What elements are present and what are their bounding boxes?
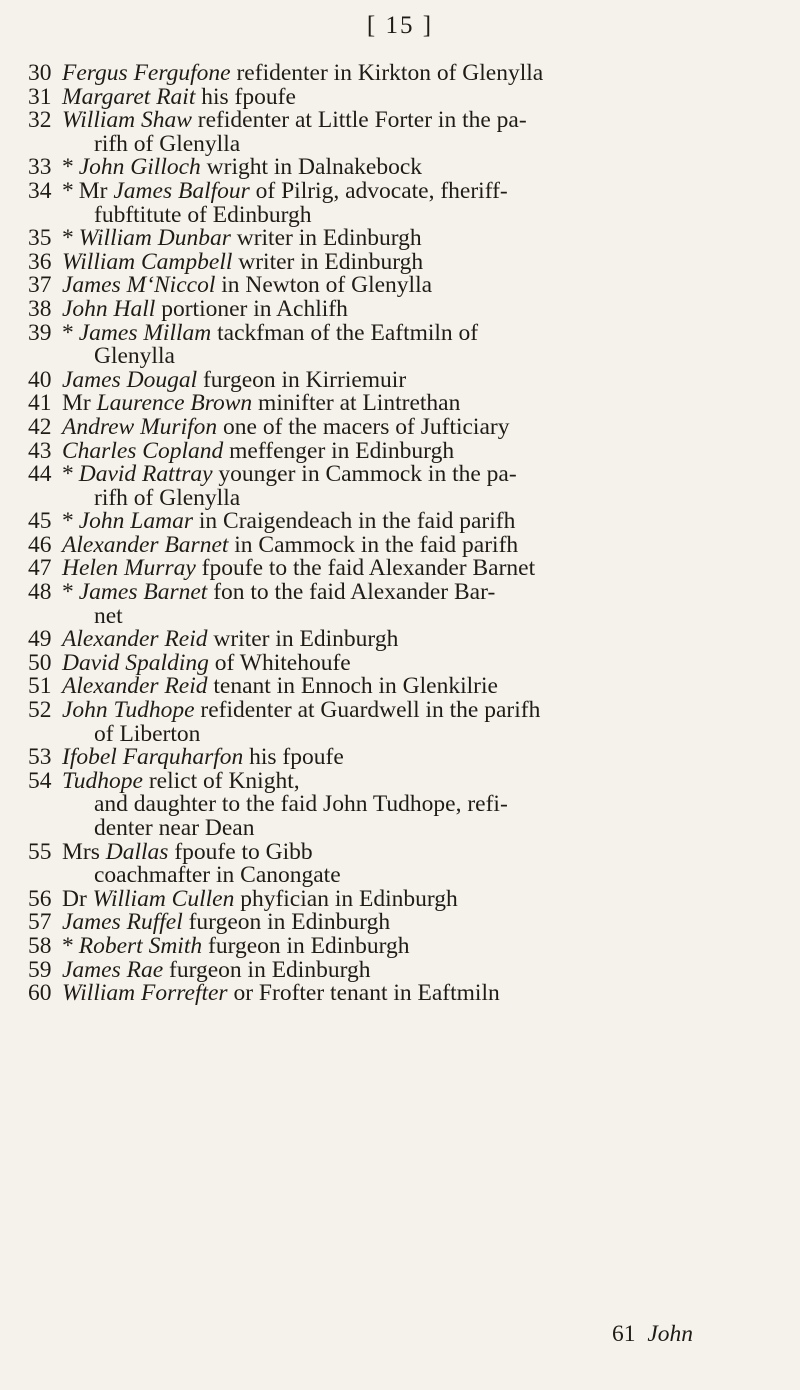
entry-continuation: of Liberton — [94, 720, 201, 747]
entry-first-line — [62, 109, 768, 133]
entry-name: Charles Copland — [62, 437, 224, 464]
entry-first-line — [62, 274, 768, 298]
entry-item — [28, 649, 768, 676]
entry-description: in Newton of Glenylla — [215, 272, 433, 299]
entry-item — [28, 581, 768, 628]
entry-first-line — [62, 319, 768, 346]
entry-description: minifter at Lintrethan — [252, 390, 461, 417]
entry-number: 57 — [28, 909, 52, 936]
entry-first-line — [62, 177, 768, 204]
entry-description: in Cammock in the faid parifh — [228, 531, 519, 558]
entry-continuation: net — [94, 602, 123, 629]
entry-number: 53 — [28, 744, 52, 771]
entry-first-line — [62, 838, 768, 865]
entry-first-line — [62, 227, 768, 251]
entry-description: furgeon in Edinburgh — [163, 956, 371, 983]
entry-description: tenant in Ennoch in Glenkilrie — [207, 673, 498, 700]
entry-first-line — [62, 156, 768, 180]
entry-item — [28, 109, 768, 156]
entry-first-line — [62, 982, 768, 1006]
entry-name: James M‘Niccol — [62, 272, 216, 299]
entry-first-line — [62, 366, 768, 393]
entry-number: 31 — [28, 83, 52, 110]
entry-item — [28, 177, 768, 228]
entry-name: James Barnet — [78, 579, 208, 606]
entry-number: 54 — [28, 767, 52, 794]
entry-description: refidenter at Guardwell in the parifh — [194, 697, 541, 724]
entry-name: John Tudhope — [62, 697, 195, 724]
entry-description: refidenter at Little Forter in the pa- — [191, 107, 527, 134]
entry-first-line — [62, 510, 768, 534]
entry-number: 41 — [28, 390, 52, 417]
entry-number: 48 — [28, 579, 52, 606]
entry-name: William Dunbar — [78, 225, 231, 252]
entry-first-line — [62, 83, 768, 110]
entry-name: John Hall — [62, 295, 156, 322]
entry-first-line — [62, 649, 768, 676]
entry-description: of Whitehoufe — [208, 649, 351, 676]
entry-description: or Frofter tenant in Eaftmiln — [227, 980, 500, 1007]
entry-name: David Spalding — [62, 649, 209, 676]
entry-number: 45 — [28, 508, 52, 535]
entry-number: 38 — [28, 295, 52, 322]
entry-description: fpoufe to Gibb — [168, 838, 313, 865]
entry-item — [28, 248, 768, 275]
catchword — [612, 1321, 693, 1348]
entry-number: 34 — [28, 177, 52, 204]
entry-description: writer in Edinburgh — [230, 225, 422, 252]
entry-description: tackfman of the Eaftmiln of — [211, 319, 479, 346]
entry-name: Andrew Murifon — [62, 413, 218, 440]
entry-description: refidenter in Kirkton of Glenylla — [230, 60, 544, 86]
entry-first-line — [62, 699, 768, 723]
entry-item — [28, 227, 768, 251]
entry-asterisk: * — [62, 154, 74, 181]
entry-number: 30 — [28, 60, 52, 86]
entry-name: William Campbell — [62, 248, 233, 275]
entry-name: William Shaw — [62, 107, 192, 134]
entry-name: Tudhope — [62, 767, 143, 794]
entry-number: 56 — [28, 885, 52, 912]
entry-item — [28, 392, 768, 416]
entry-first-line — [62, 767, 768, 794]
entry-name: Fergus Fergufone — [62, 60, 231, 86]
entry-item — [28, 767, 768, 841]
entry-description: phyfician in Edinburgh — [234, 885, 458, 912]
entry-continuation: rifh of Glenylla — [94, 130, 241, 157]
entry-name: James Ruffel — [62, 909, 183, 936]
entry-asterisk: * — [62, 932, 74, 959]
entry-number: 52 — [28, 697, 52, 724]
entry-item — [28, 699, 768, 746]
entry-item — [28, 982, 768, 1006]
entry-number: 42 — [28, 413, 52, 440]
entry-continuation: denter near Dean — [94, 815, 255, 841]
entry-first-line — [62, 885, 768, 912]
entry-asterisk: * — [62, 177, 74, 204]
entry-item — [28, 62, 768, 86]
entry-item — [28, 366, 768, 393]
entry-item — [28, 274, 768, 298]
entry-asterisk: * — [62, 319, 74, 346]
entry-description: portioner in Achlifh — [155, 295, 348, 322]
entry-first-line — [62, 746, 768, 770]
entry-number: 58 — [28, 932, 52, 959]
catchword-number: 61 — [612, 1321, 636, 1347]
entry-first-line — [62, 675, 768, 699]
entry-first-line — [62, 956, 768, 983]
entry-number: 46 — [28, 531, 52, 558]
entry-number: 49 — [28, 626, 52, 653]
entry-first-line — [62, 413, 768, 440]
entry-item — [28, 932, 768, 959]
entry-item — [28, 911, 768, 935]
entry-first-line — [62, 392, 768, 416]
entry-description: furgeon in Edinburgh — [182, 909, 391, 936]
entry-first-line — [62, 62, 768, 86]
catchword-name: John — [647, 1321, 694, 1347]
entry-list — [28, 62, 768, 1006]
entry-title-prefix: Dr — [62, 885, 93, 912]
entry-number: 40 — [28, 366, 52, 393]
entry-name: Ifobel Farquharfon — [62, 744, 244, 771]
entry-name: William Forrefter — [62, 980, 228, 1007]
entry-name: James Millam — [78, 319, 212, 346]
entry-description: writer in Edinburgh — [232, 248, 424, 275]
entry-number: 60 — [28, 980, 52, 1007]
entry-name: James Balfour — [113, 177, 250, 204]
entry-number: 32 — [28, 107, 52, 134]
entry-item — [28, 463, 768, 510]
entry-item — [28, 413, 768, 440]
entry-name: John Lamar — [78, 508, 193, 535]
page-header: [ 15 ] — [366, 12, 434, 39]
entry-name: Alexander Reid — [62, 673, 208, 700]
entry-item — [28, 557, 768, 581]
entry-item — [28, 838, 768, 889]
entry-item — [28, 83, 768, 110]
entry-item — [28, 295, 768, 322]
entry-asterisk: * — [62, 461, 74, 488]
entry-description: relict of Knight, — [142, 767, 300, 794]
entry-item — [28, 956, 768, 983]
entry-description: wright in Dalnakebock — [200, 154, 423, 181]
entry-name: Robert Smith — [78, 932, 203, 959]
entry-continuation: rifh of Glenylla — [94, 484, 241, 511]
entry-name: Helen Murray — [62, 555, 196, 582]
entry-first-line — [62, 437, 768, 464]
entry-title-prefix: Mrs — [62, 838, 106, 865]
entry-number: 47 — [28, 555, 52, 582]
entry-number: 59 — [28, 956, 52, 983]
entry-continuation: coachmafter in Canongate — [94, 862, 341, 889]
entry-name: Alexander Reid — [62, 626, 208, 653]
entry-name: James Dougal — [62, 366, 198, 393]
entry-item — [28, 885, 768, 912]
entry-description: furgeon in Edinburgh — [202, 932, 410, 959]
entry-description: in Craigendeach in the faid parifh — [193, 508, 516, 535]
entry-title-prefix: Mr — [78, 177, 114, 204]
entry-number: 51 — [28, 673, 52, 700]
entry-item — [28, 510, 768, 534]
entry-continuation: Glenylla — [94, 343, 175, 370]
entry-description: meffenger in Edinburgh — [223, 437, 455, 464]
entry-name: David Rattray — [78, 461, 213, 488]
entry-item — [28, 437, 768, 464]
entry-first-line — [62, 295, 768, 322]
entry-first-line — [62, 628, 768, 652]
entry-item — [28, 675, 768, 699]
entry-description: of Pilrig, advocate, fheriff- — [249, 177, 508, 204]
entry-description: fpoufe to the faid Alexander Barnet — [195, 555, 536, 582]
entry-first-line — [62, 557, 768, 581]
entry-item — [28, 531, 768, 558]
entry-continuation: and daughter to the faid John Tudhope, refi- — [94, 791, 508, 818]
entry-item — [28, 319, 768, 370]
entry-name: John Gilloch — [78, 154, 201, 181]
entry-number: 39 — [28, 319, 52, 346]
entry-number: 43 — [28, 437, 52, 464]
entry-description: writer in Edinburgh — [207, 626, 399, 653]
entry-first-line — [62, 581, 768, 605]
entry-first-line — [62, 248, 768, 275]
entry-number: 35 — [28, 225, 52, 252]
entry-item — [28, 628, 768, 652]
entry-asterisk: * — [62, 579, 74, 606]
entry-asterisk: * — [62, 508, 74, 535]
entry-number: 37 — [28, 272, 52, 299]
entry-name: Laurence Brown — [96, 390, 253, 417]
entry-number: 50 — [28, 649, 52, 676]
entry-number: 33 — [28, 154, 52, 181]
entry-name: James Rae — [62, 956, 164, 983]
entry-first-line — [62, 911, 768, 935]
entry-first-line — [62, 531, 768, 558]
entry-description: furgeon in Kirriemuir — [197, 366, 407, 393]
entry-description: younger in Cammock in the pa- — [212, 461, 517, 488]
entry-number: 36 — [28, 248, 52, 275]
entry-first-line — [62, 932, 768, 959]
entry-name: Margaret Rait — [62, 83, 196, 110]
entry-item — [28, 746, 768, 770]
entry-description: one of the macers of Jufticiary — [217, 413, 510, 440]
entry-title-prefix: Mr — [62, 390, 97, 417]
entry-number: 44 — [28, 461, 52, 488]
entry-name: Alexander Barnet — [62, 531, 229, 558]
entry-item — [28, 156, 768, 180]
entry-asterisk: * — [62, 225, 74, 252]
entry-number: 55 — [28, 838, 52, 865]
entry-name: Dallas — [105, 838, 169, 865]
entry-first-line — [62, 463, 768, 487]
entry-name: William Cullen — [92, 885, 235, 912]
entry-continuation: fubftitute of Edinburgh — [94, 201, 312, 228]
entry-description: fon to the faid Alexander Bar- — [207, 579, 496, 606]
entry-description: his fpoufe — [195, 83, 296, 110]
entry-description: his fpoufe — [243, 744, 344, 771]
